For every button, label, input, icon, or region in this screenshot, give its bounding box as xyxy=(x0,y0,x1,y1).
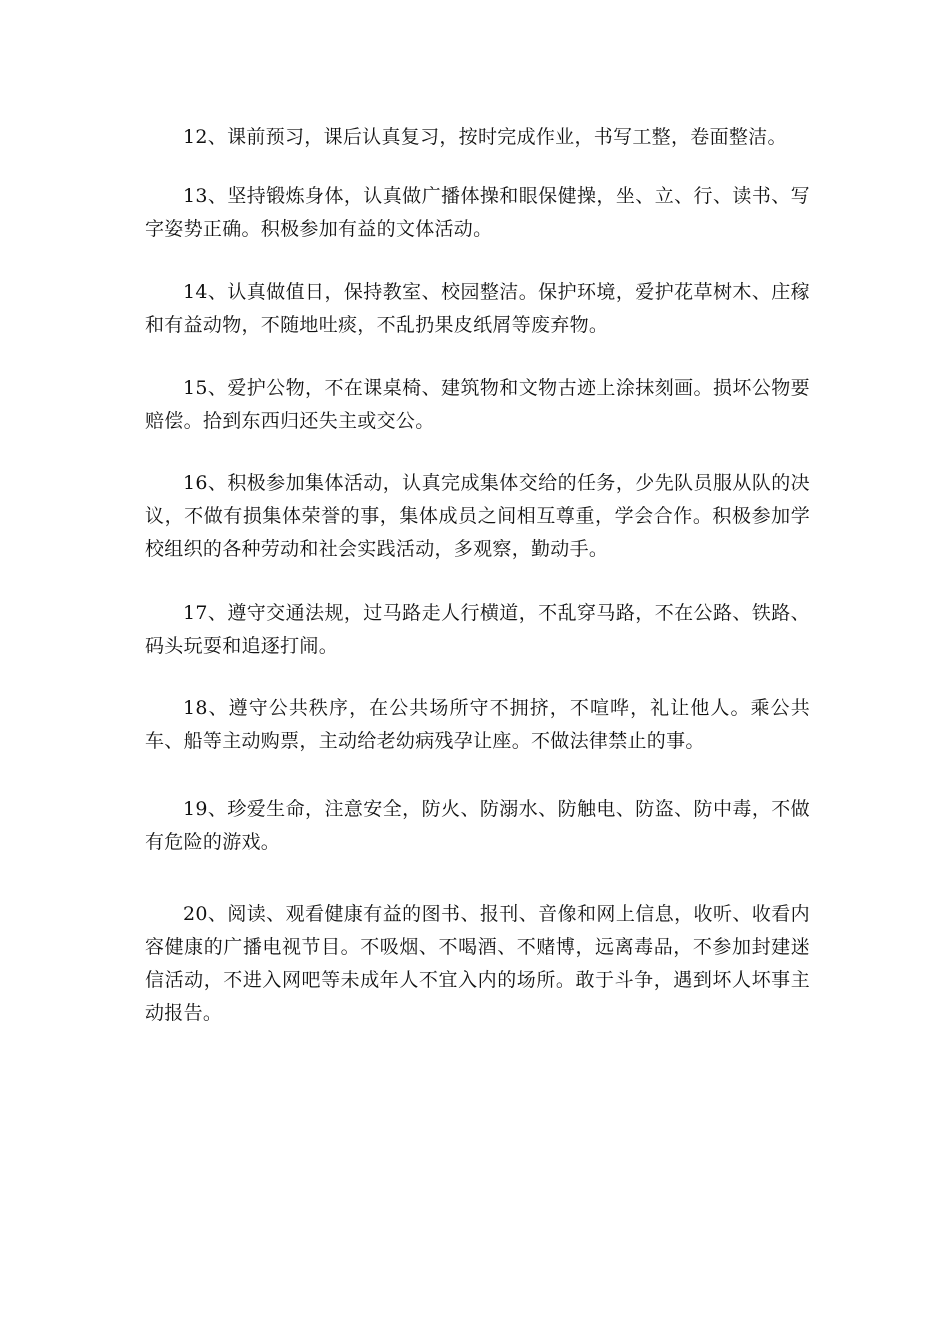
paragraph-16: 16、积极参加集体活动，认真完成集体交给的任务，少先队员服从队的决议，不做有损集体荣誉的事，集体成员之间相互尊重，学会合作。积极参加学校组织的各种劳动和社会实践活动，多观察，勤动手。 xyxy=(145,472,810,560)
paragraph-12: 12、课前预习，课后认真复习，按时完成作业，书写工整，卷面整洁。 xyxy=(183,126,787,148)
paragraph-13: 13、坚持锻炼身体，认真做广播体操和眼保健操，坐、立、行、读书、写字姿势正确。积极参加有益的文体活动。 xyxy=(145,185,810,240)
paragraph-20: 20、阅读、观看健康有益的图书、报刊、音像和网上信息，收听、收看内容健康的广播电视节目。不吸烟、不喝酒、不赌博，远离毒品，不参加封建迷信活动，不进入网吧等未成年人不宜入内的场所。敢于斗争，遇到坏人坏事主动报告。 xyxy=(145,903,810,1024)
paragraph-15: 15、爱护公物，不在课桌椅、建筑物和文物古迹上涂抹刻画。损坏公物要赔偿。拾到东西归还失主或交公。 xyxy=(145,377,810,432)
paragraph-19: 19、珍爱生命，注意安全，防火、防溺水、防触电、防盗、防中毒，不做有危险的游戏。 xyxy=(145,798,810,853)
paragraph-18: 18、遵守公共秩序，在公共场所守不拥挤，不喧哗，礼让他人。乘公共车、船等主动购票，主动给老幼病残孕让座。不做法律禁止的事。 xyxy=(145,697,810,752)
paragraph-17: 17、遵守交通法规，过马路走人行横道，不乱穿马路，不在公路、铁路、码头玩耍和追逐打闹。 xyxy=(145,602,810,657)
paragraph-14: 14、认真做值日，保持教室、校园整洁。保护环境，爱护花草树木、庄稼和有益动物，不随地吐痰，不乱扔果皮纸屑等废弃物。 xyxy=(145,281,810,336)
